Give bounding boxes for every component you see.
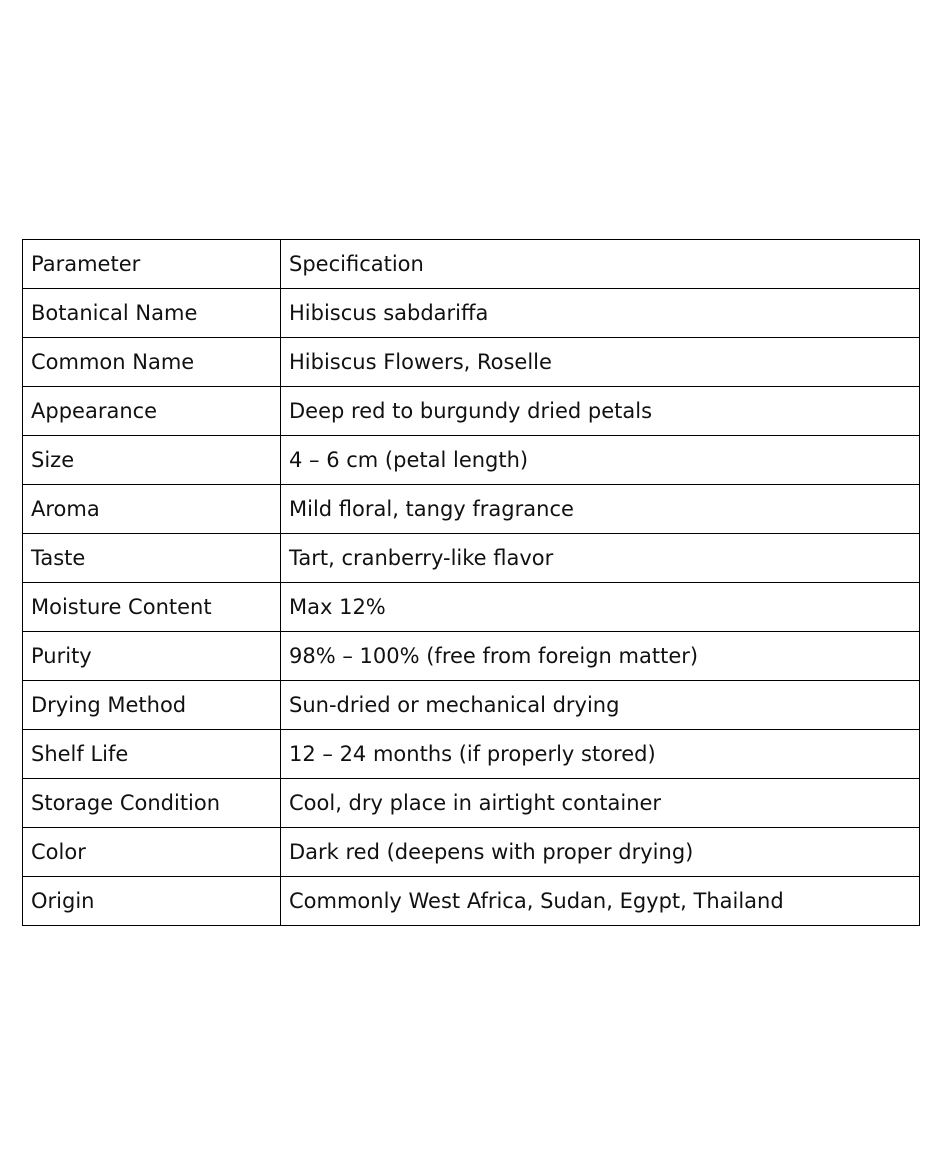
table-row	[23, 338, 920, 387]
parameter-cell: Shelf Life	[23, 730, 281, 779]
specification-cell: Mild floral, tangy fragrance	[281, 485, 920, 534]
specification-cell: Deep red to burgundy dried petals	[281, 387, 920, 436]
table-row	[23, 534, 920, 583]
parameter-cell: Aroma	[23, 485, 281, 534]
specification-cell: Commonly West Africa, Sudan, Egypt, Thailand	[281, 877, 920, 926]
specification-cell: Cool, dry place in airtight container	[281, 779, 920, 828]
parameter-cell: Storage Condition	[23, 779, 281, 828]
specification-cell: 12 – 24 months (if properly stored)	[281, 730, 920, 779]
specification-cell: Sun-dried or mechanical drying	[281, 681, 920, 730]
parameter-cell: Color	[23, 828, 281, 877]
parameter-cell: Size	[23, 436, 281, 485]
table-row	[23, 485, 920, 534]
table-row	[23, 289, 920, 338]
parameter-cell: Botanical Name	[23, 289, 281, 338]
specification-cell: Max 12%	[281, 583, 920, 632]
specification-cell: 98% – 100% (free from foreign matter)	[281, 632, 920, 681]
table-row	[23, 779, 920, 828]
specification-table-body	[23, 240, 920, 926]
table-row	[23, 436, 920, 485]
table-row	[23, 730, 920, 779]
parameter-cell: Moisture Content	[23, 583, 281, 632]
header-cell-specification: Specification	[281, 240, 920, 289]
specification-cell: Hibiscus Flowers, Roselle	[281, 338, 920, 387]
parameter-cell: Common Name	[23, 338, 281, 387]
parameter-cell: Origin	[23, 877, 281, 926]
table-row	[23, 387, 920, 436]
table-row	[23, 877, 920, 926]
table-row	[23, 583, 920, 632]
table-row	[23, 632, 920, 681]
parameter-cell: Purity	[23, 632, 281, 681]
specification-cell: Dark red (deepens with proper drying)	[281, 828, 920, 877]
parameter-cell: Appearance	[23, 387, 281, 436]
parameter-cell: Taste	[23, 534, 281, 583]
table-row	[23, 828, 920, 877]
specification-cell: Hibiscus sabdariffa	[281, 289, 920, 338]
specification-cell: 4 – 6 cm (petal length)	[281, 436, 920, 485]
specification-cell: Tart, cranberry-like flavor	[281, 534, 920, 583]
table-row	[23, 681, 920, 730]
specification-table	[22, 239, 920, 926]
header-cell-parameter: Parameter	[23, 240, 281, 289]
parameter-cell: Drying Method	[23, 681, 281, 730]
table-header-row	[23, 240, 920, 289]
